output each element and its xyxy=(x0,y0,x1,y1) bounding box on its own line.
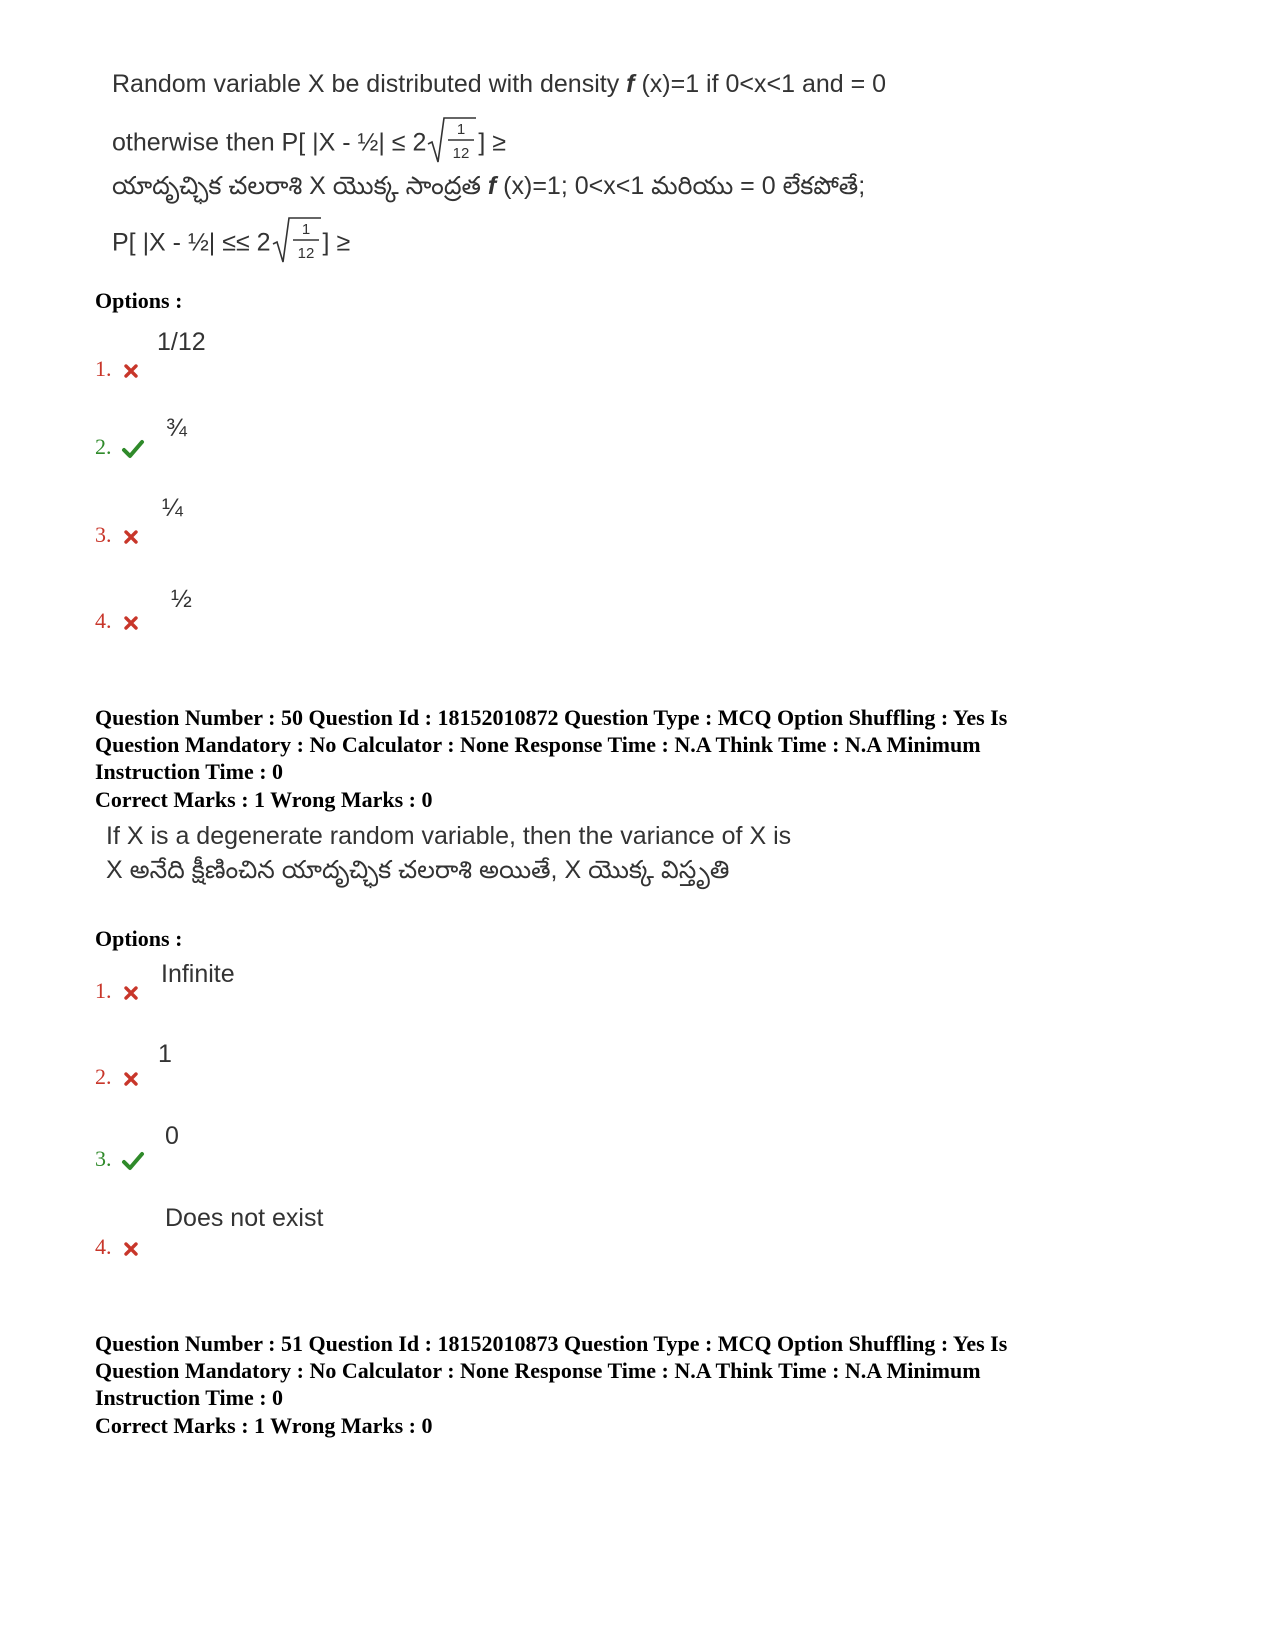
q50-option-4-value: Does not exist xyxy=(165,1204,324,1232)
cross-icon xyxy=(123,1071,139,1087)
q49-frac-num: 1 xyxy=(457,121,466,138)
q49-option-1 xyxy=(95,356,139,382)
option-number: 2. xyxy=(95,434,112,459)
q49-line1-rest: (x)=1 if 0<x<1 and = 0 xyxy=(634,70,887,98)
q50-option-2-value: 1 xyxy=(158,1040,172,1068)
q50-meta-line-2: Question Mandatory : No Calculator : None Response Time : N.A Think Time : N.A Minimum xyxy=(95,732,981,757)
q51-meta-line-2: Question Mandatory : No Calculator : None Response Time : N.A Think Time : N.A Minimum xyxy=(95,1358,981,1383)
q49-line-3 xyxy=(112,172,865,207)
cross-icon xyxy=(123,985,139,1001)
q51-marks: Correct Marks : 1 Wrong Marks : 0 xyxy=(95,1413,433,1438)
q49-line2-post: ] ≥ xyxy=(478,128,506,157)
q50-marks: Correct Marks : 1 Wrong Marks : 0 xyxy=(95,787,433,812)
q49-frac-den-2: 12 xyxy=(297,245,314,262)
q50-option-4 xyxy=(95,1234,139,1260)
q51-meta-line-3: Instruction Time : 0 xyxy=(95,1385,284,1410)
q49-option-1-value: 1/12 xyxy=(157,328,206,356)
q49-line1-text: Random variable X be distributed with density xyxy=(112,70,627,98)
q49-option-4 xyxy=(95,608,139,634)
q49-frac-num-2: 1 xyxy=(301,221,310,238)
q49-line4-pre: P[ |X - ½| ≤≤ 2 xyxy=(112,228,271,257)
q50-option-3-value: 0 xyxy=(165,1122,179,1150)
option-number: 2. xyxy=(95,1064,112,1089)
q50-meta xyxy=(95,704,1007,785)
q49-options-label: Options : xyxy=(95,288,183,313)
check-icon xyxy=(121,439,145,459)
q49-option-4-value: ½ xyxy=(171,585,192,613)
sqrt-fraction-icon xyxy=(426,114,478,166)
q49-line-2 xyxy=(112,122,506,166)
q49-option-2 xyxy=(95,434,145,460)
q50-option-1 xyxy=(95,978,139,1004)
q49-option-3 xyxy=(95,522,139,548)
q51-meta-line-1: Question Number : 51 Question Id : 18152010873 Question Type : MCQ Option Shuffling : Yes Is xyxy=(95,1331,1008,1356)
q50-text-te: X అనేది క్షీణించిన యాదృచ్ఛిక చలరాశి అయితే, X యొక్క విస్తృతి xyxy=(106,856,730,884)
q50-meta-line-1: Question Number : 50 Question Id : 18152010872 Question Type : MCQ Option Shuffling : Yes Is xyxy=(95,705,1008,730)
q50-option-2 xyxy=(95,1064,139,1090)
cross-icon xyxy=(123,615,139,631)
q49-line-4 xyxy=(112,222,350,266)
option-number: 3. xyxy=(95,522,112,547)
q49-line3-pre: యాదృచ్ఛిక చలరాశి X యొక్క సాంద్రత xyxy=(112,172,488,200)
q49-line-1 xyxy=(112,70,886,99)
q49-line3-f: f xyxy=(487,172,497,200)
cross-icon xyxy=(123,529,139,545)
q50-options-label: Options : xyxy=(95,926,183,951)
q50-text-en: If X is a degenerate random variable, then the variance of X is xyxy=(106,822,792,850)
sqrt-fraction-icon xyxy=(271,214,323,266)
q49-frac-den: 12 xyxy=(453,145,470,162)
q49-line1-f: f xyxy=(626,70,635,98)
q50-option-1-value: Infinite xyxy=(161,960,235,988)
option-number: 4. xyxy=(95,608,112,633)
q49-line4-post: ] ≥ xyxy=(322,228,351,257)
q49-line2-pre: otherwise then P[ |X - ½| ≤ 2 xyxy=(112,128,427,157)
q51-meta xyxy=(95,1330,1007,1411)
option-number: 4. xyxy=(95,1234,112,1259)
q50-option-3 xyxy=(95,1146,145,1172)
option-number: 3. xyxy=(95,1146,112,1171)
check-icon xyxy=(121,1151,145,1171)
q49-line3-rest: (x)=1; 0<x<1 మరియు = 0 లేకపోతే; xyxy=(496,172,866,200)
cross-icon xyxy=(123,363,139,379)
q49-option-2-value: ¾ xyxy=(166,414,187,442)
option-number: 1. xyxy=(95,978,112,1003)
q49-option-3-value: ¼ xyxy=(162,494,183,522)
option-number: 1. xyxy=(95,356,112,381)
q50-meta-line-3: Instruction Time : 0 xyxy=(95,759,284,784)
cross-icon xyxy=(123,1241,139,1257)
